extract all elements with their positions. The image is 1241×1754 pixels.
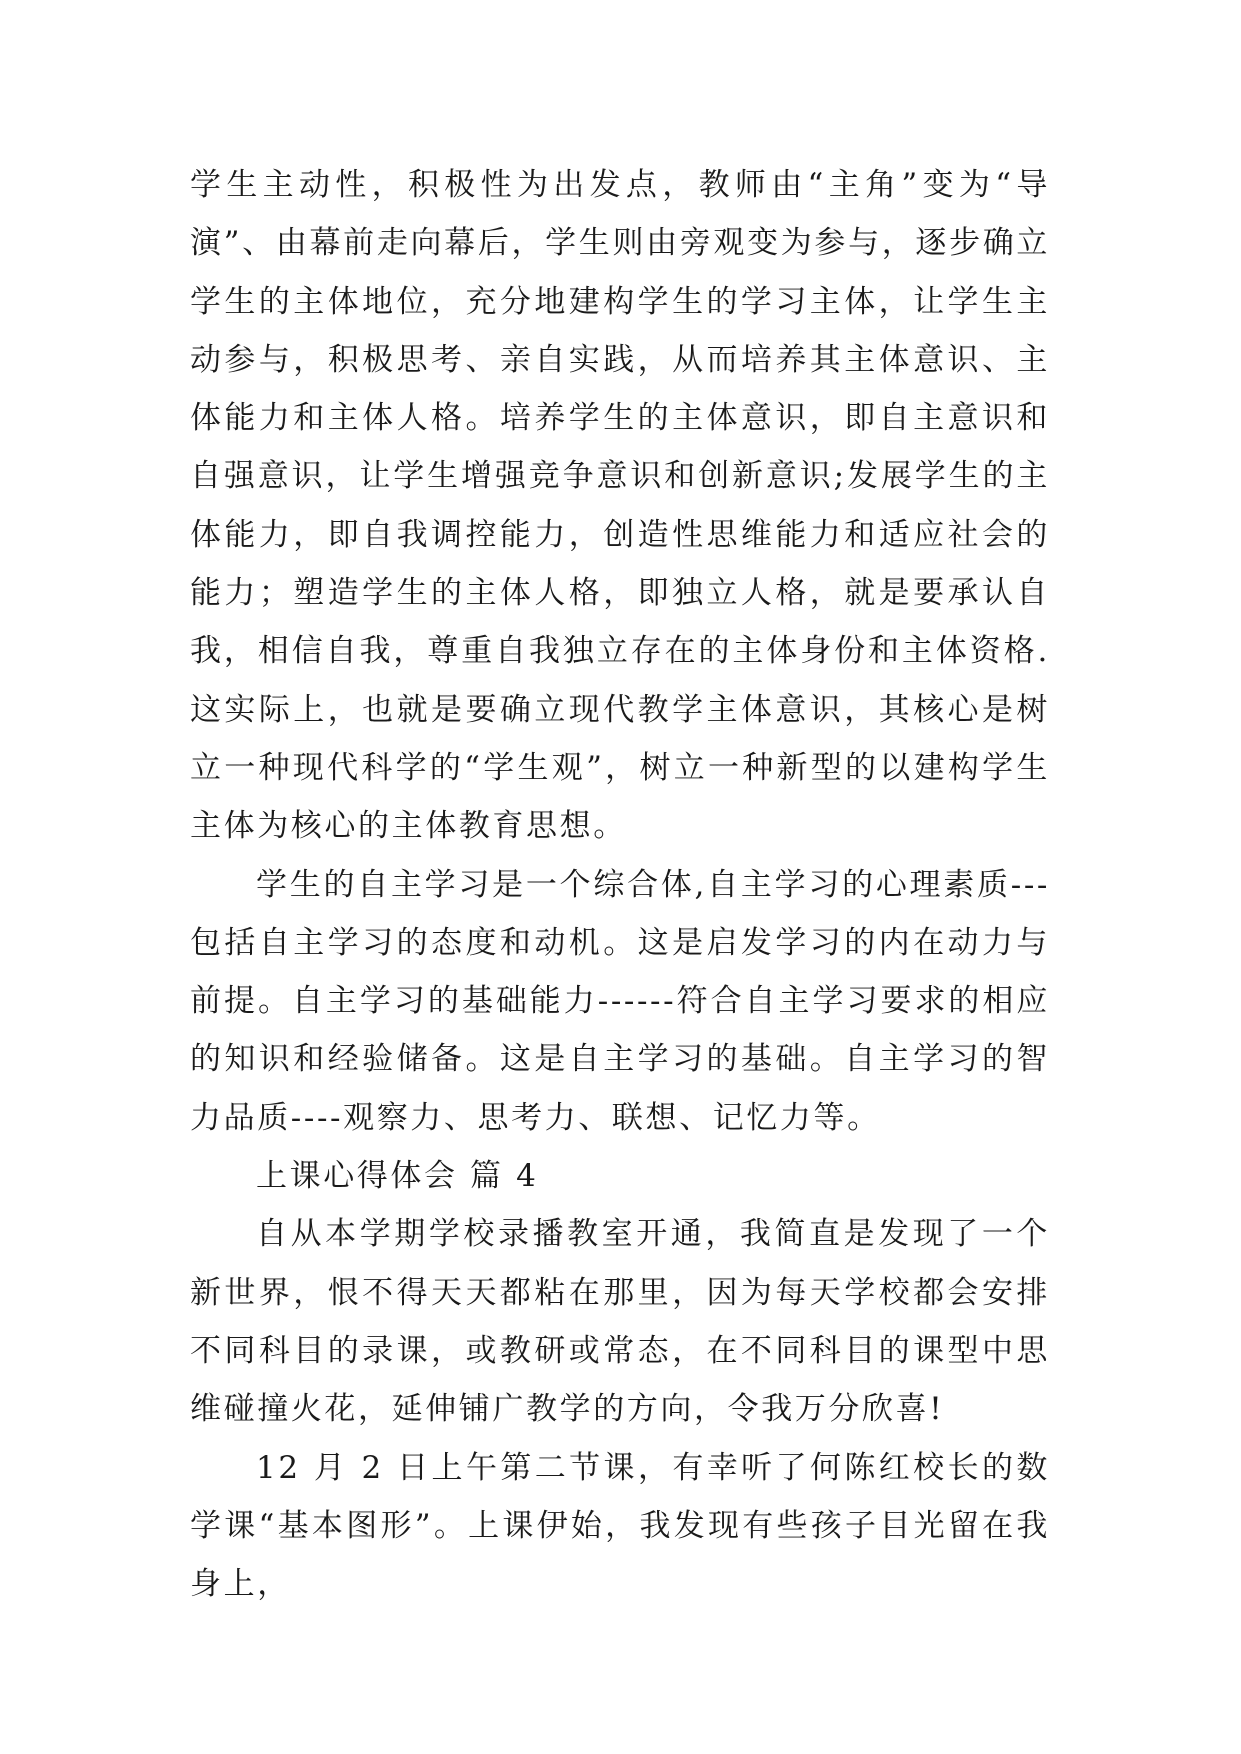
section-heading: 上课心得体会 篇 4 bbox=[256, 1158, 539, 1195]
document-body bbox=[190, 156, 1050, 1613]
paragraph-continued: 学生主动性，积极性为出发点，教师由“主角”变为“导演”、由幕前走向幕后，学生则由旁观变为参与，逐步确立学生的主体地位，充分地建构学生的学习主体，让学生主动参与，积极思考、亲自实践，从而培养其主体意识、主体能力和主体人格。培养学生的主体意识，即自主意识和自强意识，让学生增强竞争意识和创新意识;发展学生的主体能力，即自我调控能力，创造性思维能力和适应社会的能力；塑造学生的主体人格，即独立人格，就是要承认自我，相信自我，尊重自我独立存在的主体身份和主体资格.这实际上，也就是要确立现代教学主体意识，其核心是树立一种现代科学的“学生观”，树立一种新型的以建构学生主体为核心的主体教育思想。 bbox=[190, 167, 1050, 845]
paragraph-recording-classroom: 自从本学期学校录播教室开通，我简直是发现了一个新世界，恨不得天天都粘在那里，因为每天学校都会安排不同科目的录课，或教研或常态，在不同科目的课型中思维碰撞火花，延伸铺广教学的方向，令我万分欣喜! bbox=[190, 1216, 1050, 1428]
paragraph-math-lesson: 12 月 2 日上午第二节课，有幸听了何陈红校长的数学课“基本图形”。上课伊始，我发现有些孩子目光留在我身上， bbox=[190, 1449, 1050, 1603]
paragraph-self-learning: 学生的自主学习是一个综合体,自主学习的心理素质---包括自主学习的态度和动机。这是启发学习的内在动力与前提。自主学习的基础能力------符合自主学习要求的相应的知识和经验储备。这是自主学习的基础。自主学习的智力品质----观察力、思考力、联想、记忆力等。 bbox=[190, 866, 1050, 1136]
